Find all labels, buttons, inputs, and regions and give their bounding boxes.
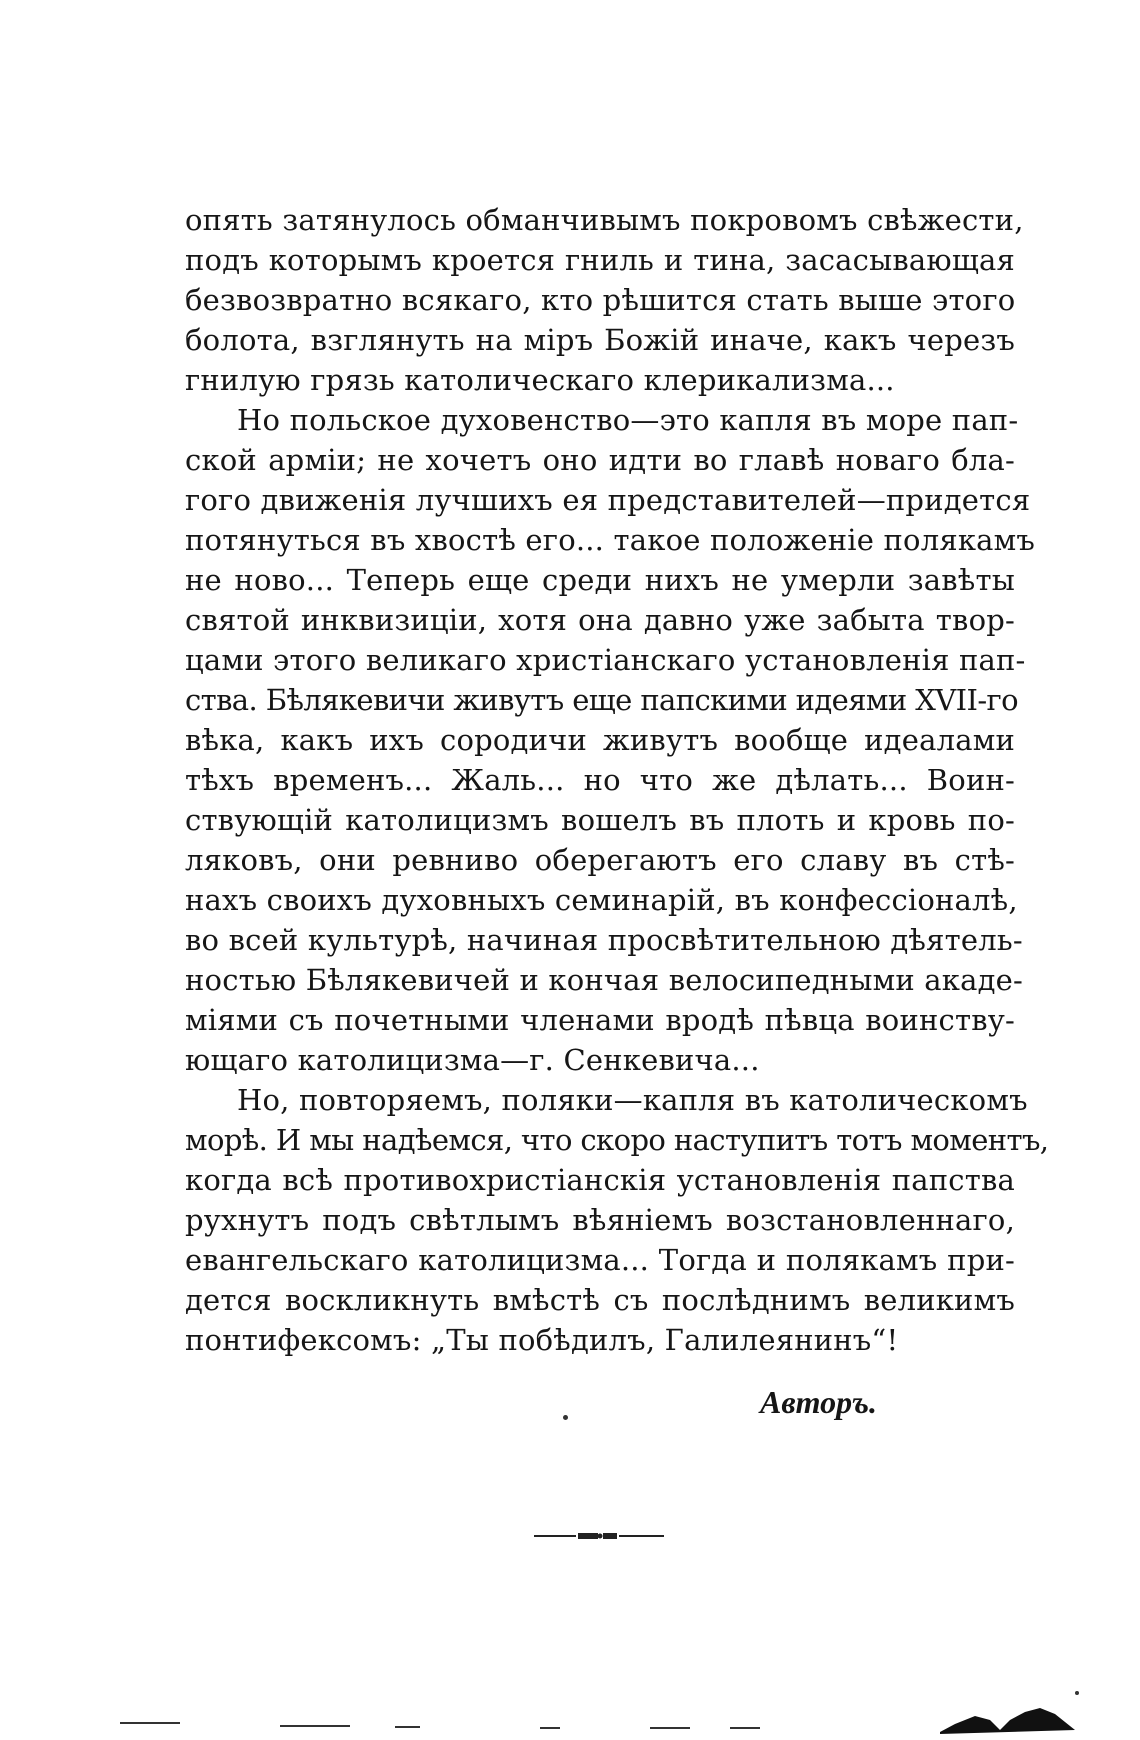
text-line: ляковъ, они ревниво оберегаютъ его славу въ стѣ-	[185, 843, 1015, 877]
body-text	[185, 200, 1049, 1360]
text-line: міями съ почетными членами вродѣ пѣвца воинству-	[185, 1003, 1015, 1037]
text-line: ской арміи; не хочетъ оно идти во главѣ новаго бла-	[185, 443, 1015, 477]
text-line: гнилую грязь католическаго клерикализма...	[185, 363, 895, 397]
text-line: ства. Бѣлякевичи живутъ еще папскими идеями XVII-го	[185, 683, 1018, 717]
paragraph-start-line: Но, повторяемъ, поляки—капля въ католическомъ	[237, 1083, 1028, 1117]
author-signature: Авторъ.	[760, 1384, 877, 1420]
text-line: нахъ своихъ духовныхъ семинарій, въ конфессіоналѣ,	[185, 883, 1018, 917]
text-line: во всей культурѣ, начиная просвѣтительною дѣятель-	[185, 923, 1023, 957]
text-line: святой инквизиціи, хотя она давно уже забыта твор-	[185, 603, 1015, 637]
text-line: дется воскликнуть вмѣстѣ съ послѣднимъ великимъ	[185, 1283, 1015, 1317]
text-line: тѣхъ временъ... Жаль... но что же дѣлать... Воин-	[185, 763, 1015, 797]
text-line: безвозвратно всякаго, кто рѣшится стать выше этого	[185, 283, 1016, 317]
stray-dot	[563, 1415, 568, 1420]
text-line: ющаго католицизма—г. Сенкевича...	[185, 1043, 760, 1077]
text-line: рухнутъ подъ свѣтлымъ вѣяніемъ возстановленнаго,	[185, 1203, 1015, 1237]
bottom-scan-marks	[0, 1690, 1140, 1740]
text-line: болота, взглянуть на міръ Божій иначе, какъ черезъ	[185, 323, 1015, 357]
text-line: евангельскаго католицизма... Тогда и полякамъ при-	[185, 1243, 1015, 1277]
text-line: цами этого великаго христіанскаго установленія пап-	[185, 643, 1026, 677]
text-line: подъ которымъ кроется гниль и тина, засасывающая	[185, 243, 1015, 277]
text-line: ностью Бѣлякевичей и кончая велосипедными акаде-	[185, 963, 1024, 997]
text-line: понтифексомъ: „Ты побѣдилъ, Галилеянинъ“!	[185, 1323, 899, 1357]
text-line: потянуться въ хвостѣ его... такое положеніе полякамъ	[185, 523, 1036, 557]
paragraph-start-line: Но польское духовенство—это капля въ море пап-	[237, 403, 1019, 437]
text-line: гого движенія лучшихъ ея представителей—придется	[185, 483, 1031, 517]
text-line: опять затянулось обманчивымъ покровомъ свѣжести,	[185, 203, 1024, 237]
end-ornament	[534, 1528, 664, 1542]
text-line: не ново... Теперь еще среди нихъ не умерли завѣты	[185, 563, 1015, 597]
text-line: когда всѣ противохристіанскія установленія папства	[185, 1163, 1015, 1197]
text-line: вѣка, какъ ихъ сородичи живутъ вообще идеалами	[185, 723, 1015, 757]
text-line: ствующій католицизмъ вошелъ въ плоть и кровь по-	[185, 803, 1015, 837]
text-line: морѣ. И мы надѣемся, что скоро наступитъ тотъ моментъ,	[185, 1123, 1049, 1157]
